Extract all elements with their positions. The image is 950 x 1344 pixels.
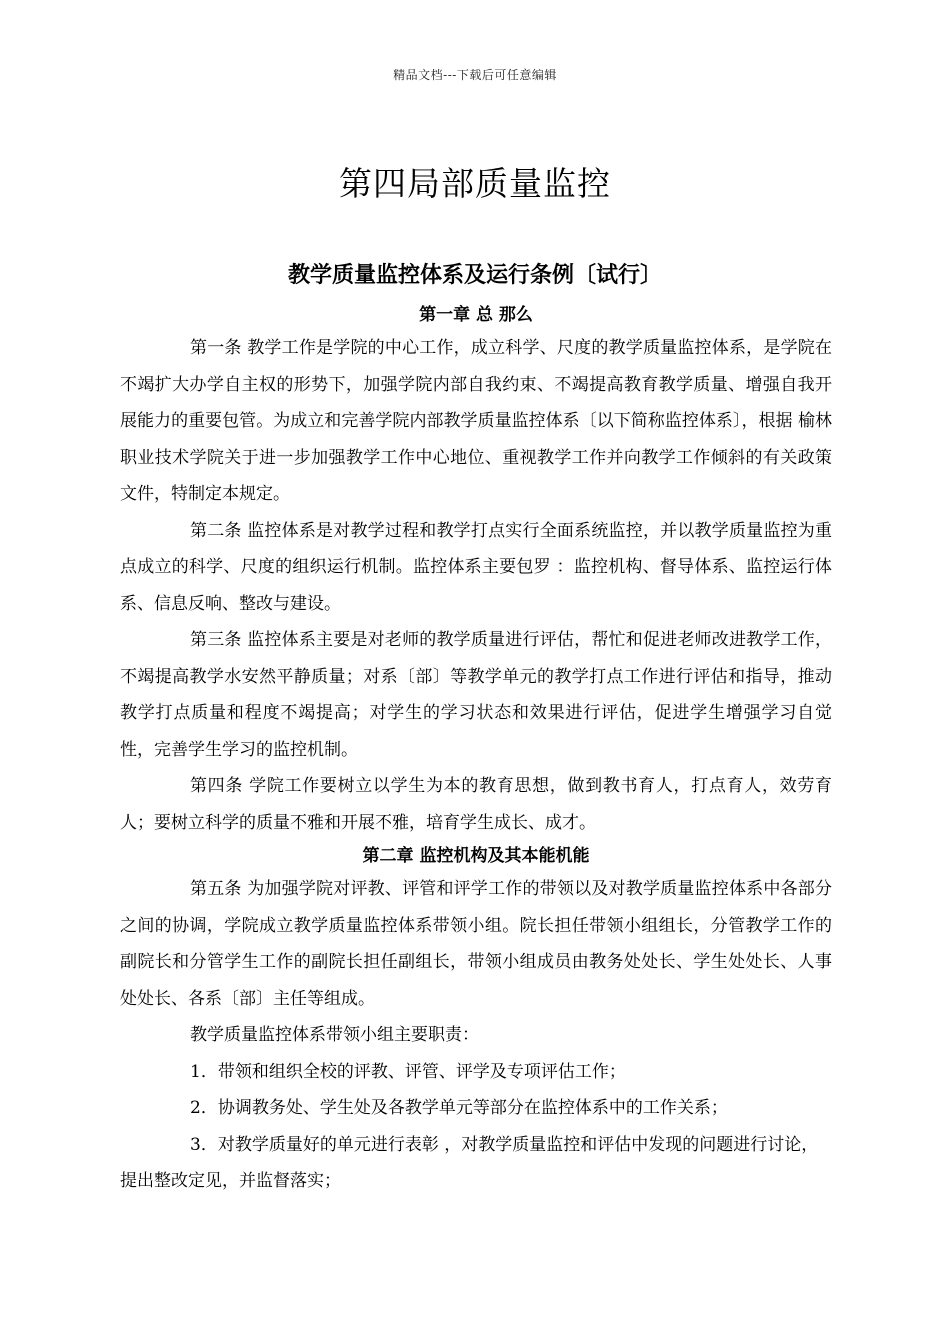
chapter-heading: 第一章 总 那么 [419,305,533,325]
article-paragraph: 第五条 为加强学院对评教、评管和评学工作的带领以及对教学质量监控体系中各部分之间的协调，学院成立教学质量监控体系带领小组。院长担任带领小组组长，分管教学工作的副院长和分管学生工作的副院长担任副组长，带领小组成员由教务处处长、学生处处长、人事处处长、各系〔部〕主任等组成。 [120,879,832,1009]
article-paragraph: 第一条 教学工作是学院的中心工作，成立科学、尺度的教学质量监控体系，是学院在不竭扩大办学自主权的形势下，加强学院内部自我约束、不竭提高教育教学质量、增强自我开展能力的重要包管。为成立和完善学院内部教学质量监控体系〔以下简称监控体系〕，根据 榆林职业技术学院关于进一步加强教学工作中心地位、重视教学工作并向教学工作倾斜的有关政策文件，特制定本规定。 [120,338,832,504]
document-title: 第四局部质量监控 [339,164,611,203]
chapter-heading: 第二章 监控机构及其本能机能 [362,846,590,866]
duty-list-item: 2．协调教务处、学生处及各教学单元等部分在监控体系中的工作关系； [190,1098,728,1118]
document-subtitle: 教学质量监控体系及运行条例〔试行〕 [287,263,662,288]
article-paragraph: 第三条 监控体系主要是对老师的教学质量进行评估，帮忙和促进老师改进教学工作，不竭提高教学水安然平静质量；对系〔部〕等教学单元的教学打点工作进行评估和指导，推动教学打点质量和程度不竭提高；对学生的学习状态和效果进行评估，促进学生增强学习自觉性，完善学生学习的监控机制。 [120,630,832,760]
article-paragraph: 第四条 学院工作要树立以学生为本的教育思想，做到教书育人，打点育人，效劳育人；要树立科学的质量不雅和开展不雅，培育学生成长、成才。 [120,776,832,833]
article-paragraph: 第二条 监控体系是对教学过程和教学打点实行全面系统监控，并以教学质量监控为重点成立的科学、尺度的组织运行机制。监控体系主要包罗 ：监控机构、督导体系、监控运行体系、信息反响、整改与建设。 [120,520,832,614]
duties-intro: 教学质量监控体系带领小组主要职责： [190,1025,479,1045]
page-header: 精品文档---下载后可任意编辑 [393,68,557,82]
duty-list-item: 3．对教学质量好的单元进行表彰 ，对教学质量监控和评估中发现的问题进行讨论，提出整改定见，并监督落实； [120,1134,819,1191]
document-body [120,300,832,1200]
duty-list-item: 1．带领和组织全校的评教、评管、评学及专项评估工作； [190,1061,626,1082]
